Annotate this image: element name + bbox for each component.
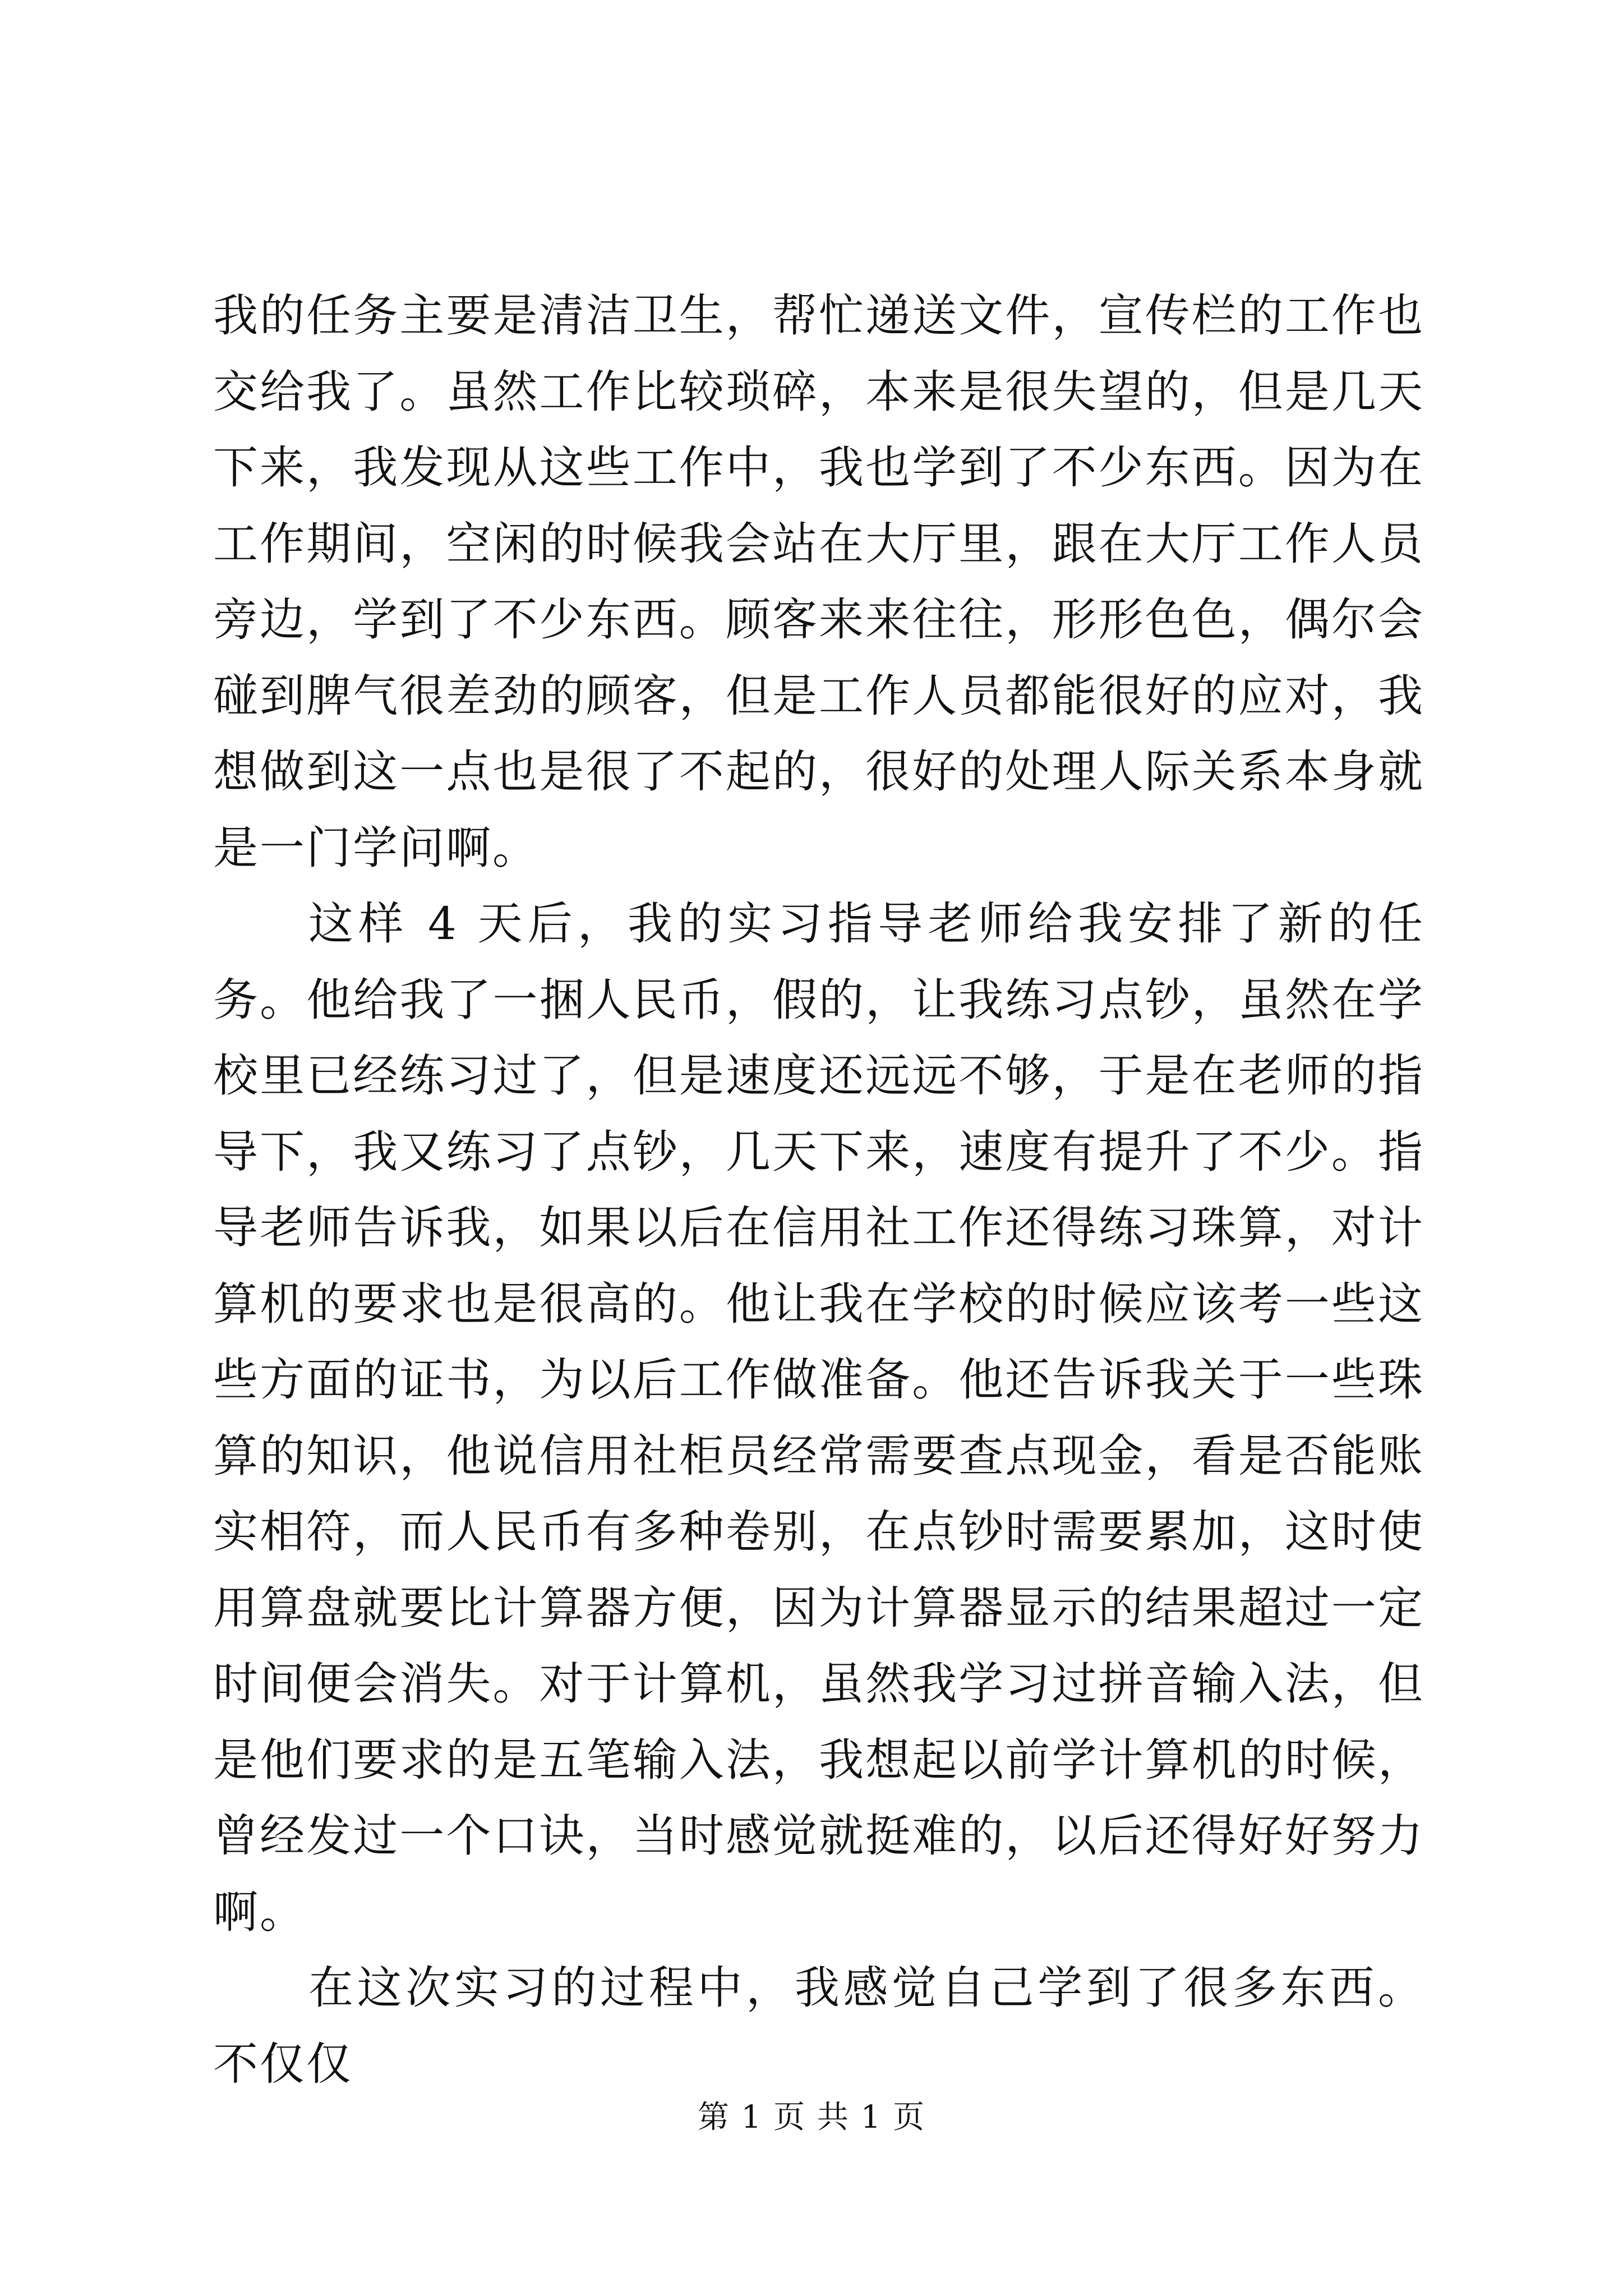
page-footer: 第 1 页 共 1 页 — [697, 2099, 926, 2136]
paragraph-3: 在这次实习的过程中，我感觉自己学到了很多东西。不仅仅 — [213, 1962, 1424, 2090]
document-body — [213, 278, 1424, 2102]
paragraph-1: 我的任务主要是清洁卫生，帮忙递送文件，宣传栏的工作也交给我了。虽然工作比较琐碎，本来是很失望的，但是几天下来，我发现从这些工作中，我也学到了不少东西。因为在工作期间，空闲的时候我会站在大厅里，跟在大厅工作人员旁边，学到了不少东西。顾客来来往往，形形色色，偶尔会碰到脾气很差劲的顾客，但是工作人员都能很好的应对，我想做到这一点也是很了不起的，很好的处理人际关系本身就是一门学问啊。 — [213, 289, 1424, 874]
paragraph-2: 这样 4 天后，我的实习指导老师给我安排了新的任务。他给我了一捆人民币，假的，让我练习点钞，虽然在学校里已经练习过了，但是速度还远远不够，于是在老师的指导下，我又练习了点钞，几天下来，速度有提升了不少。指导老师告诉我，如果以后在信用社工作还得练习珠算，对计算机的要求也是很高的。他让我在学校的时候应该考一些这些方面的证书，为以后工作做准备。他还告诉我关于一些珠算的知识，他说信用社柜员经常需要查点现金，看是否能账实相符，而人民币有多种卷别，在点钞时需要累加，这时使用算盘就要比计算器方便，因为计算器显示的结果超过一定时间便会消失。对于计算机，虽然我学习过拼音输入法，但是他们要求的是五笔输入法，我想起以前学计算机的时候，曾经发过一个口诀，当时感觉就挺难的，以后还得好好努力啊。 — [213, 898, 1424, 1938]
